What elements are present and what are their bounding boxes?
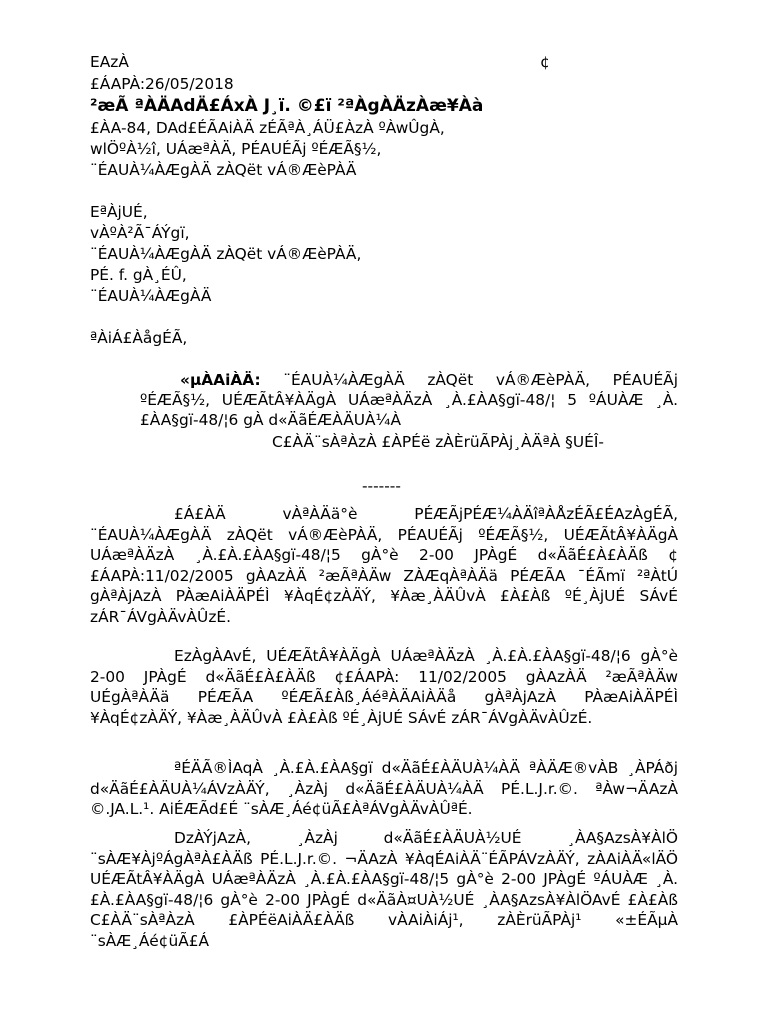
subject-tail: C£ÀÄ¨sÀªÀzÀ £ÀPÉë zÀÈrüÃPÀj¸ÀÄªÀ §UÉÎ- (272, 433, 604, 451)
divider: ------- (362, 477, 401, 495)
body-paragraph: £Á£ÀÄ vÀªÀÄä°è PÉÆÃjPÉÆ¼ÀÄîªÀÅzÉÃ£ÉAzÀgÉÃ, ¨ÉAUÀ¼ÀÆgÀÄ zÀQët vÁ®ÆèPÀÄ, PÉAUÉÃj ºÉÆÃ§½, UÉÆÃtÂ¥ÀÄgÀ UÁæªÀÄzÀ ¸À.£À.£ÀA§gï-48/¦5 gÀ°è 2-00 JPÀgÉ d«ÄãÉ£À£ÀÄß ¢£ÁAPÀ:11/02/2005 gÀAzÀÄ ²æÃªÀÄw ZÀÆqÀªÀÄä PÉÆÃA ¯ÉÃmï ²ªÀtÚ gÀªÀjAzÀ PÀæAiÀÄPÉÌ ¥ÀqÉ¢zÀÄÝ, ¥Àæ¸ÀÄÛvÀ £À£Àß ºÉ¸ÀjUÉ SÁvÉ zÁR¯ÁVgÀÄvÀÛzÉ. (90, 505, 678, 626)
sender-address-line: wlÖºÀ½î, UÁæªÀÄ, PÉAUÉÃj ºÉÆÃ§½, (90, 140, 382, 158)
salutation: ªÀiÁ£ÀågÉÃ, (90, 329, 188, 347)
place: EAzÀ (90, 53, 129, 71)
body-paragraph: EzÀgÀAvÉ, UÉÆÃtÂ¥ÀÄgÀ UÁæªÀÄzÀ ¸À.£À.£ÀA§gï-48/¦6 gÀ°è 2-00 JPÀgÉ d«ÄãÉ£À£ÀÄß ¢£ÁAPÀ: 11/02/2005 gÀAzÀÄ ²æÃªÀÄw UÉgÀªÀÄä PÉÆÃA ºÉÆÃ£Àß¸ÁéªÀÄAiÀÄå gÀªÀjAzÀ PÀæAiÀÄPÉÌ ¥ÀqÉ¢zÀÄÝ, ¥Àæ¸ÀÄÛvÀ £À£Àß ºÉ¸ÀjUÉ SÁvÉ zÁR¯ÁVgÀÄvÀÛzÉ. (90, 647, 678, 727)
sender-name: ²æÃ ªÀÄAdÄ£ÁxÀ J¸ï. ©£ï ²ªÀgÀÄzÀæ¥Àà (90, 96, 484, 116)
header-symbol: ¢ (540, 53, 550, 71)
body-paragraph: DzÀÝjAzÀ, ¸ÀzÀj d«ÄãÉ£ÀÄUÀ½UÉ ¸ÀA§AzsÀ¥ÀlÖ ¨sÀÆ¥ÀjºÁgÀªÀ£ÀÄß PÉ.L.J.r.©. ¬ÄAzÀ ¥ÀqÉAiÀÄ¨ÉÃPÁVzÀÄÝ, zÀAiÀÄ«lÄÖ UÉÆÃtÂ¥ÀÄgÀ UÁæªÀÄzÀ ¸À.£À.£ÀA§gï-48/¦5 gÀ°è 2-00 JPÀgÉ ºÁUÀÆ ¸À.£À.£ÀA§gï-48/¦6 gÀ°è 2-00 JPÀgÉ d«ÄãÀ¤UÀ½UÉ ¸ÀA§AzsÀ¥ÀlÖAvÉ £À£Àß C£ÀÄ¨sÀªÀzÀ £ÀPÉëAiÀÄ£ÀÄß vÀAiÀiÁj¹, zÀÈrüÃPÀj¹ «±ÉÃµÀ ¨sÀÆ¸Áé¢üÃ£Á (90, 829, 678, 950)
recipient-line: EªÀjUÉ, (90, 203, 148, 221)
recipient-line: PÉ. f. gÀ¸ÉÛ, (90, 266, 187, 284)
subject-block (140, 370, 678, 430)
sender-address-line: ¨ÉAUÀ¼ÀÆgÀÄ zÀQët vÁ®ÆèPÀÄ (90, 161, 357, 179)
body-paragraph: ªÉÄÃ®ÌAqÀ ¸À.£À.£ÀA§gï d«ÄãÉ£ÀÄUÀ¼ÀÄ ªÀÄÆ®vÀB ¸ÀPÁðj d«ÄãÉ£ÀÄUÀ¼ÁVzÀÄÝ, ¸ÀzÀj d«ÄãÉ£ÀÄUÀ¼ÀÄ PÉ.L.J.r.©. ªÀw¬ÄAzÀ ©.JA.L.¹. AiÉÆÃd£É ¨sÀÆ¸Áé¢üÃ£ÀªÁVgÀÄvÀÛªÉ. (90, 759, 678, 818)
subject-label: «µÀAiÀÄ: (180, 371, 261, 389)
recipient-line: ¨ÉAUÀ¼ÀÆgÀÄ (90, 287, 212, 305)
recipient-line: vÀºÀ²Ã¯ÁÝgï, (90, 224, 190, 242)
subject-body: ¨ÉAUÀ¼ÀÆgÀÄ zÀQët vÁ®ÆèPÀÄ, PÉAUÉÃj ºÉÆÃ§½, UÉÆÃtÂ¥ÀÄgÀ UÁæªÀÄzÀ ¸À.£ÀA§gï-48/¦ 5 ºÁUÀÆ ¸À.£ÀA§gï-48/¦6 gÀ d«ÄãÉÆÀÄUÀ¼À (140, 371, 678, 429)
sender-address-line: £ÀA-84, DAd£ÉÃAiÀÄ zÉÃªÀ¸ÁÜ£ÀzÀ ºÀwÛgÀ, (90, 119, 445, 137)
letter-date: £ÁAPÀ:26/05/2018 (90, 75, 234, 93)
recipient-line: ¨ÉAUÀ¼ÀÆgÀÄ zÀQët vÁ®ÆèPÀÄ, (90, 245, 362, 263)
